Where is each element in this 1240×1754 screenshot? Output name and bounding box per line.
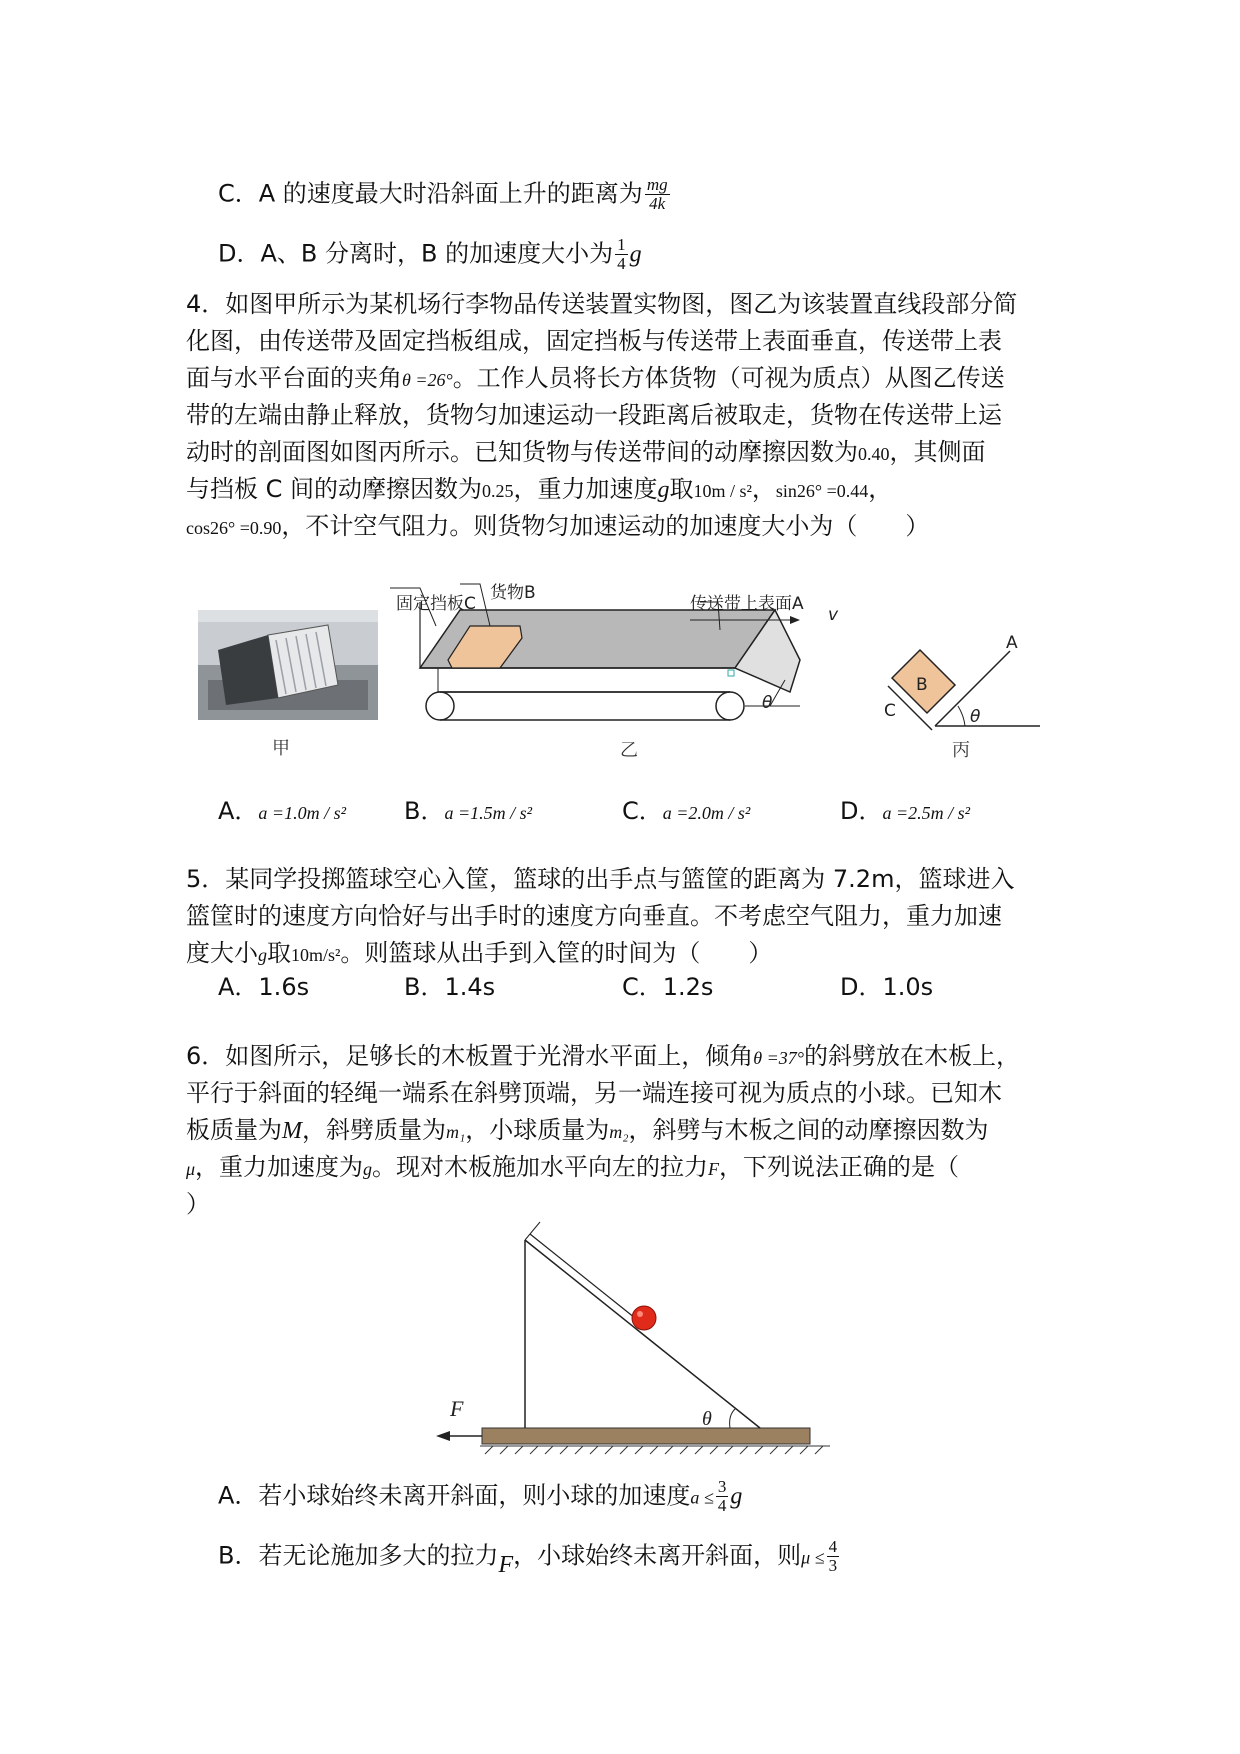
q5-line-2: 篮筐时的速度方向恰好与出手时的速度方向垂直。不考虑空气阻力，重力加速 <box>186 902 1002 930</box>
q4-option-b: B．a =1.5m / s² <box>404 797 533 825</box>
q6-line-4: μ，重力加速度为g。现对木板施加水平向左的拉力F，下列说法正确的是（ <box>186 1153 960 1181</box>
q3-c-fraction: $\frac{mg}{4k}$ <box>646 175 668 213</box>
q4-line-3: 面与水平台面的夹角θ =26°。工作人员将长方体货物（可视为质点）从图乙传送 <box>186 364 1005 392</box>
figure-jia-photo <box>198 610 378 720</box>
label-A: A <box>1006 633 1018 653</box>
q6-line-1: 6．如图所示，足够长的木板置于光滑水平面上，倾角θ =37°的斜劈放在木板上， <box>186 1042 1020 1070</box>
q4-line-5: 动时的剖面图如图丙所示。已知货物与传送带间的动摩擦因数为0.40，其侧面 <box>186 438 986 466</box>
figure-yi-theta <box>760 686 790 716</box>
label-theta-bing: θ <box>970 707 981 727</box>
q3-option-d: D．A、B 分离时，B 的加速度大小为 $\frac{1}{4}$ g <box>218 235 642 273</box>
q6-theta: θ =37° <box>753 1048 804 1068</box>
q5-line-3: 度大小g取10m/s²。则篮球从出手到入筐的时间为（ ） <box>186 939 773 967</box>
q4-theta-value: θ =26° <box>402 370 453 390</box>
q4-line-1: 4．如图甲所示为某机场行李物品传送装置实物图，图乙为该装置直线段部分简 <box>186 290 1018 318</box>
label-theta-q6: θ <box>702 1408 712 1430</box>
q4-cos: cos26° =0.90 <box>186 518 282 538</box>
q3-option-c: C．A 的速度最大时沿斜面上升的距离为 $\frac{mg}{4k}$ <box>218 175 668 213</box>
q4-gval: 10m / s² <box>693 481 752 501</box>
label-baffle: 固定挡板C <box>396 594 476 614</box>
q4-line-6: 与挡板 C 间的动摩擦因数为0.25，重力加速度g取10m / s²，sin26° =0.44， <box>186 475 893 503</box>
q4-option-a: A．a =1.0m / s² <box>218 797 346 825</box>
q6-option-a: A．若小球始终未离开斜面，则小球的加速度a ≤ $\frac{3}{4}$ g <box>218 1477 743 1515</box>
q6-line-2: 平行于斜面的轻绳一端系在斜劈顶端，另一端连接可视为质点的小球。已知木 <box>186 1079 1002 1107</box>
figure-bing-labels <box>880 633 1060 740</box>
q3-d-fraction: $\frac{1}{4}$ <box>617 235 626 273</box>
figure-q6-labels <box>430 1218 850 1454</box>
q4-line-4: 带的左端由静止释放，货物匀加速运动一段距离后被取走，货物在传送带上运 <box>186 401 1002 429</box>
label-force-F: F <box>450 1396 464 1421</box>
q6-option-b: B．若无论施加多大的拉力F，小球始终未离开斜面，则μ ≤ $\frac{4}{3}$ <box>218 1537 838 1578</box>
q6-line-3: 板质量为M，斜劈质量为m₁，小球质量为m₂，斜劈与木板之间的动摩擦因数为 <box>186 1116 989 1144</box>
figure-jia-caption: 甲 <box>272 738 290 759</box>
q5-option-a: A．1.6s <box>218 973 310 1001</box>
label-C: C <box>884 701 896 721</box>
q6-line-5: ） <box>186 1190 210 1218</box>
label-B: B <box>916 675 928 695</box>
figure-yi-caption: 乙 <box>620 740 638 761</box>
q4-sin: sin26° =0.44 <box>775 481 869 501</box>
q5-option-b: B．1.4s <box>404 973 496 1001</box>
q4-line-2: 化图，由传送带及固定挡板组成，固定挡板与传送带上表面垂直，传送带上表 <box>186 327 1002 355</box>
figure-bing-caption: 丙 <box>952 740 970 761</box>
q4-option-d: D．a =2.5m / s² <box>840 797 971 825</box>
q5-option-d: D．1.0s <box>840 973 934 1001</box>
q4-mu2: 0.25 <box>482 481 514 501</box>
q5-option-c: C．1.2s <box>622 973 714 1001</box>
q4-mu1: 0.40 <box>858 444 890 464</box>
svg-text:θ: θ <box>762 693 773 713</box>
q5-line-1: 5．某同学投掷篮球空心入筐，篮球的出手点与篮筐的距离为 7.2m，篮球进入 <box>186 865 1015 893</box>
label-v: v <box>828 605 839 625</box>
q4-option-c: C．a =2.0m / s² <box>622 797 751 825</box>
q4-line-7: cos26° =0.90，不计空气阻力。则货物匀加速运动的加速度大小为（ ） <box>186 512 930 540</box>
figure-yi-labels <box>388 574 858 625</box>
label-surface: 传送带上表面A <box>690 594 804 614</box>
q6-a-fraction: $\frac{3}{4}$ <box>717 1477 727 1515</box>
label-cargo: 货物B <box>490 583 536 603</box>
q5-gval: 10m/s² <box>291 945 341 965</box>
q6-b-fraction: $\frac{4}{3}$ <box>828 1537 838 1575</box>
